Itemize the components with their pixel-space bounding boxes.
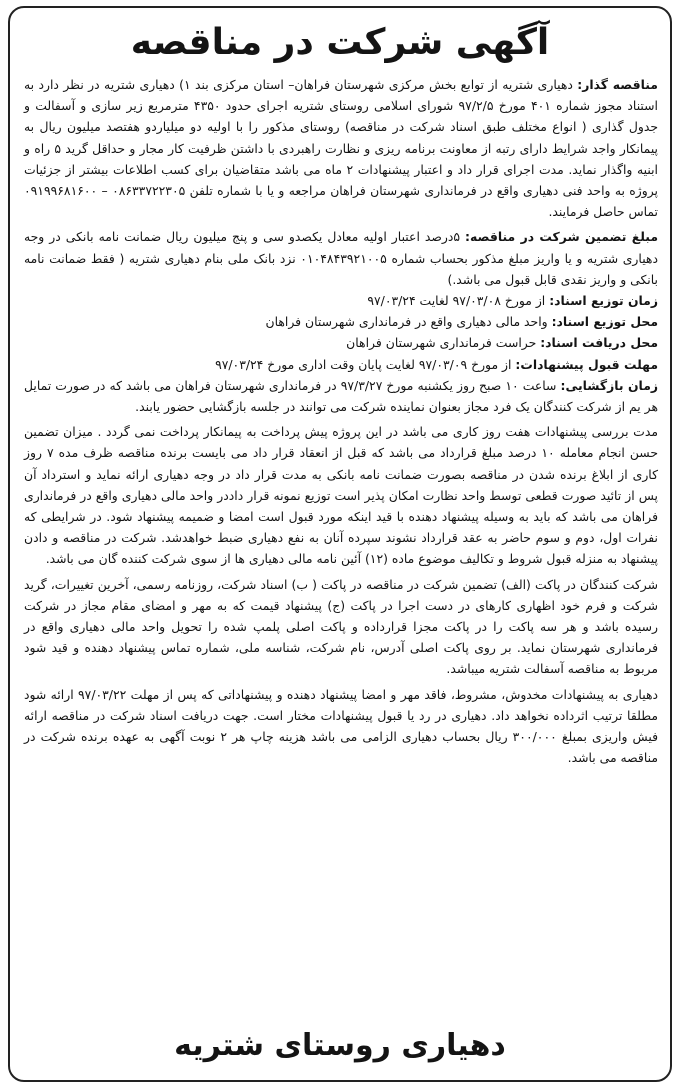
envelopes-paragraph: شرکت کنندگان در پاکت (الف) تضمین شرکت در مناقصه در پاکت ( ب) اسناد شرکت، روزنامه رسمی، آخرین تغییرات، گرید شرکت و فرم خود اظهاری کارهای در دست اجرا در پاکت (ج) پیشنهاد قیمت که به مهر و امضای مقام مجاز در شرکت رسیده باشد و هر سه پاکت را در پاکت مجزا قرارداده و پاکت اصلی پلمپ شده را تحویل واحد مالی دهیاری واقع در فرمانداری شهرستان نماید. بر روی پاکت اصلی آدرس، نام شرکت، شناسه ملی، شماره تماس پیشنهاد دهنده و قید شود مربوط به مناقصه آسفالت شتریه میباشد. xyxy=(24,576,658,677)
announcement-frame xyxy=(8,6,672,1082)
signature-footer: دهیاری روستای شتریه xyxy=(174,1028,506,1063)
receipt-place-text: حراست فرمانداری شهرستان فراهان xyxy=(346,335,537,351)
opening-time-label: زمان بازگشایی: xyxy=(560,377,658,393)
receipt-place-section xyxy=(24,332,658,353)
tender-holder-text: دهیاری شتریه از توابع بخش مرکزی شهرستان فراهان– استان مرکزی بند ۱) دهیاری شتریه در نظر دارد به استناد مجوز شماره ۴۰۱ مورخ ۹۷/۲/۵ شورای اسلامی روستای شتریه اجرای حدود ۴۳۵۰ مترمربع زیر سازی و آسفالت و جدول گذاری ( انواع مختلف طبق اسناد شرکت در مناقصه) روستای مذکور را با اولیه دو میلیاردو هفتصد میلیون ریال به پیمانکار واجد شرایط دارای رتبه از معاونت برنامه ریزی و نظارت راهبردی با داشتن ظرفیت کار مجار و حداقل گرید ۵ راه و ابنیه واگذار نماید. مدت اجرای قرار داد و اعتبار پیشنهادات ۲ ماه می باشد متقاضیان برای کسب اطلاعات بیشتر از جزئیات پروژه به واحد فنی دهیاری واقع در فرمانداری شهرستان فراهان مراجعه و یا با شماره تلفن ۰۸۶۳۳۷۲۲۳۰۵ – ۰۹۱۹۹۶۸۱۶۰۰ تماس حاصل فرمایند. xyxy=(24,77,659,220)
opening-time-text: ساعت ۱۰ صبح روز یکشنبه مورخ ۹۷/۳/۲۷ در فرمانداری شهرستان فراهان می باشد که در صورت تمایل هر یم از شرکت کنندگان یک فرد مجاز بعنوان نماینده شرکت می توانند در جلسه بازگشایی حضور یابند. xyxy=(24,377,658,415)
guarantee-text: ۵درصد اعتبار اولیه معادل یکصدو سی و پنج میلیون ریال ضمانت نامه بانکی در وجه دهیاری شتریه و یا واریز مبلغ مذکور بحساب شماره ۰۱۰۴۸۴۳۹۲۱۰۰۵ نزد بانک ملی بنام دهیاری شتریه ( فقط ضمانت نامه بانکی و واریز نقدی قابل قبول می باشد.) xyxy=(24,229,658,287)
tender-holder-label: مناقصه گذار: xyxy=(577,77,658,92)
receipt-place-label: محل دریافت اسناد: xyxy=(540,335,658,351)
guarantee-label: مبلغ تضمین شرکت در مناقصه: xyxy=(465,229,658,245)
distribution-time-text: از مورخ ۹۷/۰۳/۰۸ لغایت ۹۷/۰۳/۲۴ xyxy=(367,293,546,309)
tender-holder-section xyxy=(24,74,658,222)
distribution-place-label: محل توزیع اسناد: xyxy=(551,314,658,330)
review-terms-paragraph: مدت بررسی پیشنهادات هفت روز کاری می باشد در این پروژه پیش پرداخت به پیمانکار پرداخت نمی گردد . میزان تضمین حسن انجام معامله ۱۰ درصد مبلغ قرارداد می باشد که قبل از انعقاد قرار داد می بایست برنده مناقصه ظرف مده ۷ روز کاری از ابلاغ برنده شدن در مناقصه بصورت ضمانت نامه بانکی به مدت قرار داد در وجه دهیاری ارائه نماید و استرداد آن پس از تائید صورت قطعی توسط واحد نظارت امکان پذیر است توزیع نمونه قرار داددر واحد مالی دهیاری واقع در فرمانداری فراهان می باشد که باید به وسیله پیشنهاد دهنده با قید اینکه مورد قبول است امضا و ضمیمه پیشنهاد شود. در شرایطی که نفرات اول، دوم و سوم حاضر به عقد قرارداد نشوند سپرده آنان به نفع دهیاری ضبط خواهدشد. شرکت در مناقصه و دادن پیشنهاد به منزله قبول شروط و تکالیف موضوع ماده (۱۲) آئین نامه مالی دهیاری ها از سوی شرکت کننده گان می باشد. xyxy=(24,424,658,567)
opening-time-section xyxy=(24,375,658,417)
distribution-place-text: واحد مالی دهیاری واقع در فرمانداری شهرستان فراهان xyxy=(265,314,548,330)
deadline-label: مهلت قبول پیشنهادات: xyxy=(515,356,658,372)
distribution-place-section xyxy=(24,311,658,332)
announcement-body xyxy=(10,74,670,769)
rejection-paragraph: دهیاری به پیشنهادات مخدوش، مشروط، فاقد مهر و امضا پیشنهاد دهنده و پیشنهاداتی که پس از مهلت ۹۷/۰۳/۲۲ ارائه شود مطلقا ترتیب اثرداده نخواهد داد. دهیاری در رد یا قبول پیشنهادات مختار است. جهت دریافت اسناد شرکت در مناقصه ارائه فیش واریزی بمبلغ ۳۰۰/۰۰۰ ریال بحساب دهیاری الزامی می باشد هزینه چاپ هر ۲ نوبت آگهی به عهده برنده شرکت در مناقصه می باشد. xyxy=(24,686,658,766)
distribution-time-section xyxy=(24,290,658,311)
deadline-section xyxy=(24,354,658,375)
distribution-time-label: زمان توزیع اسناد: xyxy=(549,293,658,309)
deadline-text: از مورخ ۹۷/۰۳/۰۹ لغایت پایان وقت اداری مورخ ۹۷/۰۳/۲۴ xyxy=(215,356,512,372)
guarantee-section xyxy=(24,226,658,290)
announcement-title: آگهی شرکت در مناقصه xyxy=(130,22,550,63)
